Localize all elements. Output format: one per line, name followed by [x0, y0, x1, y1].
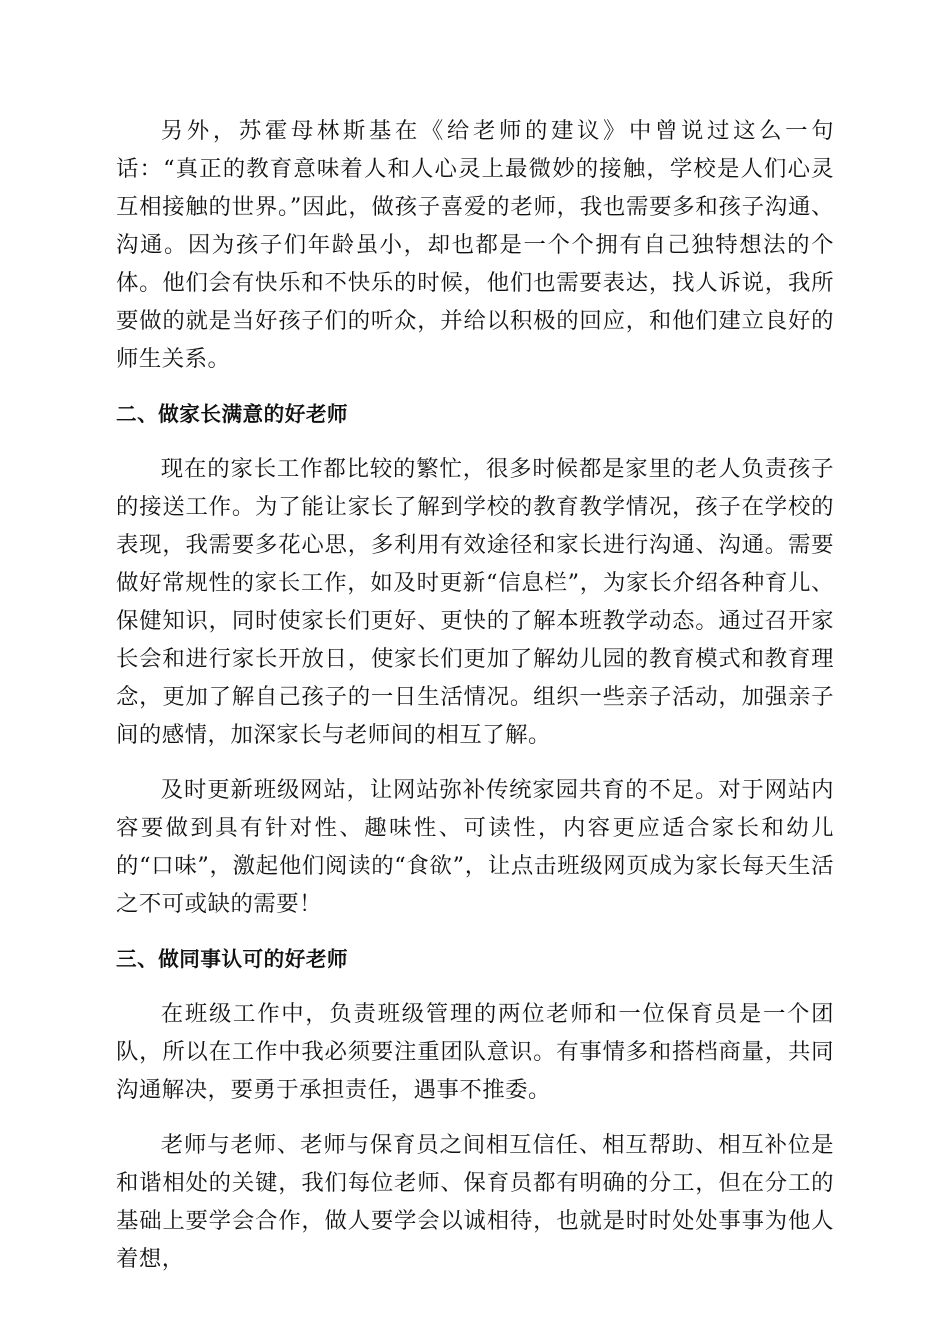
paragraph-cooperation: 老师与老师、老师与保育员之间相互信任、相互帮助、相互补位是和谐相处的关键，我们每位老师、保育员都有明确的分工，但在分工的基础上要学会合作，做人要学会以诚相待，也就是时时处处事事为他人着想， — [116, 1132, 834, 1272]
paragraph-class-website: 及时更新班级网站，让网站弥补传统家园共育的不足。对于网站内容要做到具有针对性、趣味性、可读性，内容更应适合家长和幼儿的“口味”，激起他们阅读的“食欲”，让点击班级网页成为家长每天生活之不可或缺的需要！ — [116, 777, 834, 917]
paragraph-intro: 另外，苏霍母林斯基在《给老师的建议》中曾说过这么一句话：“真正的教育意味着人和人心灵上最微妙的接触，学校是人们心灵互相接触的世界。”因此，做孩子喜爱的老师，我也需要多和孩子沟通、沟通。因为孩子们年龄虽小，却也都是一个个拥有自己独特想法的个体。他们会有快乐和不快乐的时候，他们也需要表达，找人诉说，我所要做的就是当好孩子们的听众，并给以积极的回应，和他们建立良好的师生关系。 — [116, 118, 834, 372]
document-body — [116, 112, 834, 1295]
section-heading-colleagues: 三、做同事认可的好老师 — [116, 947, 349, 971]
paragraph-teamwork: 在班级工作中，负责班级管理的两位老师和一位保育员是一个团队，所以在工作中我必须要注重团队意识。有事情多和搭档商量，共同沟通解决，要勇于承担责任，遇事不推委。 — [116, 1001, 834, 1103]
paragraph-parents-work: 现在的家长工作都比较的繁忙，很多时候都是家里的老人负责孩子的接送工作。为了能让家长了解到学校的教育教学情况，孩子在学校的表现，我需要多花心思，多利用有效途径和家长进行沟通、沟通。需要做好常规性的家长工作，如及时更新“信息栏”，为家长介绍各种育儿、保健知识，同时使家长们更好、更快的了解本班教学动态。通过召开家长会和进行家长开放日，使家长们更加了解幼儿园的教育模式和教育理念，更加了解自己孩子的一日生活情况。组织一些亲子活动，加强亲子间的感情，加深家长与老师间的相互了解。 — [116, 456, 834, 748]
section-heading-parents: 二、做家长满意的好老师 — [116, 402, 349, 426]
